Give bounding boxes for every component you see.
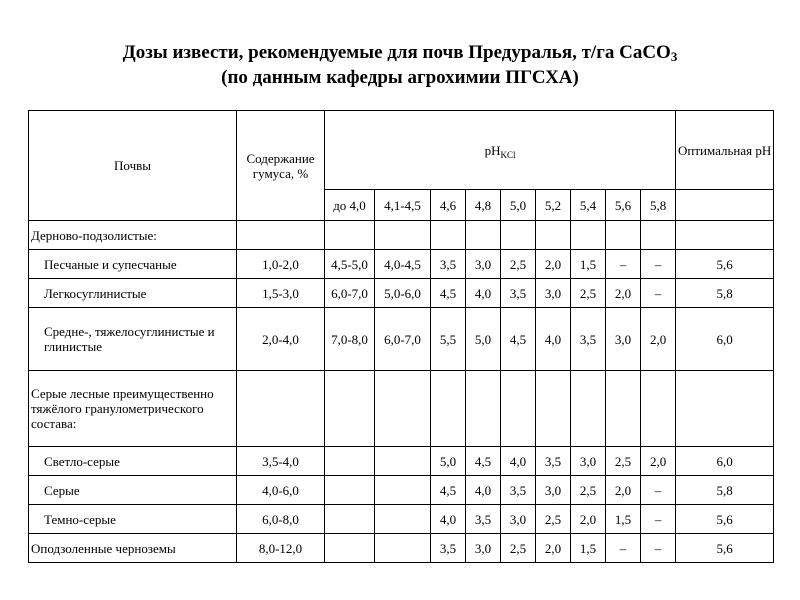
humus-cell: 3,5-4,0	[237, 447, 325, 476]
ph-col-header: 4,8	[466, 190, 501, 221]
header-optimal: Оптимальная pH	[676, 111, 774, 190]
lime-dose-cell: 3,0	[466, 250, 501, 279]
lime-dose-cell	[641, 221, 676, 250]
humus-cell: 8,0-12,0	[237, 534, 325, 563]
table-row	[29, 447, 774, 476]
lime-dose-cell	[571, 371, 606, 447]
lime-dose-cell: 3,0	[606, 308, 641, 371]
lime-dose-cell: 2,5	[501, 534, 536, 563]
lime-dose-cell: 2,0	[571, 505, 606, 534]
lime-dose-cell: 4,5	[466, 447, 501, 476]
lime-dose-cell: 4,5	[431, 279, 466, 308]
lime-dose-cell: 3,5	[431, 534, 466, 563]
lime-dose-cell	[325, 221, 375, 250]
lime-dose-cell: 6,0-7,0	[375, 308, 431, 371]
optimal-ph-cell	[676, 221, 774, 250]
soil-name-cell: Оподзоленные черноземы	[29, 534, 237, 563]
lime-dose-cell: 5,5	[431, 308, 466, 371]
lime-dose-cell: 3,0	[466, 534, 501, 563]
lime-dose-cell: 3,0	[571, 447, 606, 476]
table-row	[29, 371, 774, 447]
lime-dose-cell	[325, 505, 375, 534]
table-row	[29, 505, 774, 534]
lime-dose-cell: 1,5	[571, 250, 606, 279]
humus-cell: 4,0-6,0	[237, 476, 325, 505]
lime-dose-cell: 2,5	[606, 447, 641, 476]
lime-dose-cell: 2,0	[536, 534, 571, 563]
header-ph	[325, 111, 676, 190]
lime-dose-cell	[375, 221, 431, 250]
lime-dose-cell: 5,0	[431, 447, 466, 476]
table-row	[29, 308, 774, 371]
optimal-ph-cell: 6,0	[676, 308, 774, 371]
table-row	[29, 279, 774, 308]
lime-dose-cell: 4,5	[431, 476, 466, 505]
lime-dose-cell: –	[641, 250, 676, 279]
lime-doses-table	[28, 110, 774, 563]
lime-dose-cell: 3,5	[501, 279, 536, 308]
title-subscript: 3	[670, 49, 678, 64]
lime-dose-cell	[325, 534, 375, 563]
lime-dose-cell	[375, 447, 431, 476]
soil-name-cell: Серые лесные преимущественно тяжёлого гранулометрического состава:	[29, 371, 237, 447]
humus-cell: 6,0-8,0	[237, 505, 325, 534]
lime-dose-cell: 3,5	[571, 308, 606, 371]
header-humus: Содержание гумуса, %	[237, 111, 325, 221]
ph-col-header: 5,4	[571, 190, 606, 221]
soil-name-cell: Песчаные и супесчаные	[29, 250, 237, 279]
header-ph-main: pH	[484, 142, 501, 158]
lime-dose-cell: 4,0	[431, 505, 466, 534]
header-soils: Почвы	[29, 111, 237, 221]
lime-dose-cell	[375, 476, 431, 505]
lime-dose-cell: 1,5	[571, 534, 606, 563]
lime-dose-cell	[325, 476, 375, 505]
lime-dose-cell	[606, 221, 641, 250]
soil-name-cell: Легкосуглинистые	[29, 279, 237, 308]
lime-dose-cell	[466, 221, 501, 250]
optimal-ph-cell: 5,8	[676, 279, 774, 308]
lime-dose-cell: –	[641, 279, 676, 308]
optimal-ph-cell: 6,0	[676, 447, 774, 476]
table-row	[29, 476, 774, 505]
lime-dose-cell: 5,0	[466, 308, 501, 371]
lime-dose-cell	[571, 221, 606, 250]
lime-dose-cell: 2,0	[641, 447, 676, 476]
ph-col-header: 4,6	[431, 190, 466, 221]
lime-dose-cell: 2,5	[501, 250, 536, 279]
optimal-ph-cell: 5,6	[676, 534, 774, 563]
lime-dose-cell: 3,5	[536, 447, 571, 476]
table-row	[29, 534, 774, 563]
table-row	[29, 250, 774, 279]
lime-dose-cell: 1,5	[606, 505, 641, 534]
lime-dose-cell: –	[641, 505, 676, 534]
humus-cell	[237, 371, 325, 447]
table-row	[29, 221, 774, 250]
lime-dose-cell: 2,0	[536, 250, 571, 279]
lime-dose-cell	[501, 221, 536, 250]
ph-col-header: 5,8	[641, 190, 676, 221]
lime-dose-cell: 4,0	[536, 308, 571, 371]
lime-dose-cell: 7,0-8,0	[325, 308, 375, 371]
ph-col-header: 5,2	[536, 190, 571, 221]
lime-dose-cell: 2,0	[606, 279, 641, 308]
lime-dose-cell: –	[606, 534, 641, 563]
title-line-1-text: Дозы извести, рекомендуемые для почв Предуралья, т/га CaCO	[122, 42, 671, 63]
page-title	[0, 40, 800, 90]
soil-name-cell: Серые	[29, 476, 237, 505]
lime-dose-cell: 3,5	[501, 476, 536, 505]
optimal-ph-cell: 5,8	[676, 476, 774, 505]
lime-dose-cell	[325, 447, 375, 476]
lime-dose-cell	[466, 371, 501, 447]
ph-col-header: до 4,0	[325, 190, 375, 221]
lime-dose-cell: –	[641, 534, 676, 563]
lime-dose-cell: 4,0-4,5	[375, 250, 431, 279]
optimal-ph-cell	[676, 371, 774, 447]
lime-dose-cell	[431, 371, 466, 447]
lime-dose-cell	[325, 371, 375, 447]
lime-dose-cell: 4,0	[501, 447, 536, 476]
lime-dose-cell: 3,5	[431, 250, 466, 279]
lime-dose-cell: 2,0	[606, 476, 641, 505]
lime-dose-cell	[536, 371, 571, 447]
lime-dose-cell: –	[606, 250, 641, 279]
humus-cell: 1,0-2,0	[237, 250, 325, 279]
soil-name-cell: Темно-серые	[29, 505, 237, 534]
lime-dose-cell: 3,0	[501, 505, 536, 534]
lime-dose-cell: 4,5-5,0	[325, 250, 375, 279]
lime-dose-cell: 2,5	[571, 279, 606, 308]
humus-cell: 1,5-3,0	[237, 279, 325, 308]
lime-dose-cell	[536, 221, 571, 250]
lime-dose-cell: 3,0	[536, 476, 571, 505]
humus-cell: 2,0-4,0	[237, 308, 325, 371]
title-line-1	[0, 40, 800, 65]
lime-dose-cell: 2,5	[536, 505, 571, 534]
optimal-ph-cell: 5,6	[676, 505, 774, 534]
header-optimal-blank	[676, 190, 774, 221]
ph-col-header: 5,0	[501, 190, 536, 221]
header-row	[29, 111, 774, 190]
lime-dose-cell	[606, 371, 641, 447]
lime-dose-cell: 4,0	[466, 279, 501, 308]
ph-col-header: 5,6	[606, 190, 641, 221]
soil-name-cell: Средне-, тяжелосуглинистые и глинистые	[29, 308, 237, 371]
title-line-2: (по данным кафедры агрохимии ПГСХА)	[221, 67, 579, 88]
lime-dose-cell: –	[641, 476, 676, 505]
lime-dose-cell	[501, 371, 536, 447]
lime-dose-cell	[375, 534, 431, 563]
lime-dose-cell: 3,5	[466, 505, 501, 534]
lime-dose-cell: 3,0	[536, 279, 571, 308]
ph-col-header: 4,1-4,5	[375, 190, 431, 221]
lime-dose-cell: 5,0-6,0	[375, 279, 431, 308]
lime-dose-cell: 6,0-7,0	[325, 279, 375, 308]
lime-dose-cell: 2,0	[641, 308, 676, 371]
soil-name-cell: Дерново-подзолистые:	[29, 221, 237, 250]
optimal-ph-cell: 5,6	[676, 250, 774, 279]
lime-dose-cell	[431, 221, 466, 250]
soil-name-cell: Светло-серые	[29, 447, 237, 476]
lime-dose-cell: 4,5	[501, 308, 536, 371]
header-ph-sub: KCl	[500, 149, 516, 160]
lime-dose-cell	[375, 371, 431, 447]
humus-cell	[237, 221, 325, 250]
lime-dose-cell: 4,0	[466, 476, 501, 505]
lime-dose-cell	[641, 371, 676, 447]
lime-dose-cell	[375, 505, 431, 534]
lime-dose-cell: 2,5	[571, 476, 606, 505]
